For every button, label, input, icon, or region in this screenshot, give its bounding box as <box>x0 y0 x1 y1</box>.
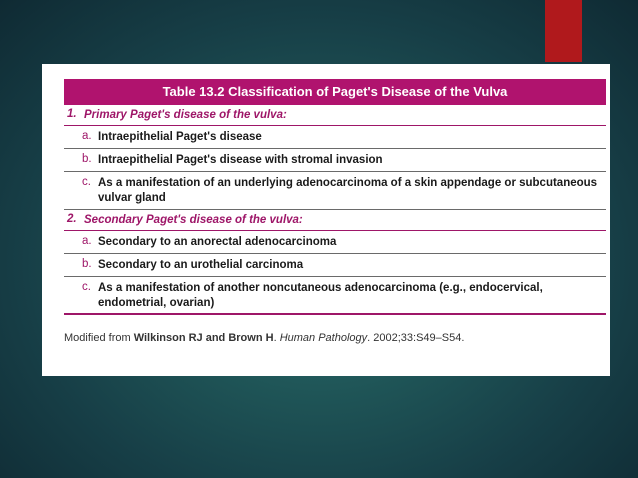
item-text: Secondary to an anorectal adenocarcinoma <box>98 236 337 248</box>
table-row <box>64 149 606 172</box>
item-letter: a. <box>82 130 92 142</box>
table-title: Table 13.2 Classification of Paget's Disease of the Vulva <box>64 79 606 105</box>
citation-prefix: Modified from <box>64 332 134 344</box>
citation-separator: . <box>273 332 280 344</box>
table-row <box>64 231 606 254</box>
slide-content-card <box>42 64 610 376</box>
item-text: Intraepithelial Paget's disease <box>98 131 262 143</box>
section-heading-primary <box>64 105 606 126</box>
section-heading-text: Primary Paget's disease of the vulva: <box>84 109 287 121</box>
item-letter: b. <box>82 258 92 270</box>
table-row <box>64 126 606 149</box>
item-text: Secondary to an urothelial carcinoma <box>98 259 304 271</box>
section-heading-text: Secondary Paget's disease of the vulva: <box>84 214 303 226</box>
citation-journal: Human Pathology <box>279 332 368 344</box>
section-number: 1. <box>67 108 77 120</box>
section-heading-secondary <box>64 210 606 231</box>
item-text: Intraepithelial Paget's disease with stromal invasion <box>98 154 383 166</box>
classification-table <box>64 105 606 315</box>
section-number: 2. <box>67 213 77 225</box>
item-text: As a manifestation of another noncutaneous adenocarcinoma (e.g., endocervical, endometrial, ovarian) <box>98 282 543 309</box>
table-row <box>64 277 606 315</box>
item-letter: a. <box>82 235 92 247</box>
table-citation <box>64 332 464 344</box>
item-letter: b. <box>82 153 92 165</box>
accent-bar <box>545 0 582 62</box>
item-text: As a manifestation of an underlying adenocarcinoma of a skin appendage or subcutaneous vulvar gland <box>98 177 598 204</box>
citation-authors: Wilkinson RJ and Brown H <box>133 332 274 344</box>
item-letter: c. <box>82 281 91 293</box>
item-letter: c. <box>82 176 91 188</box>
table-row <box>64 254 606 277</box>
table-row <box>64 172 606 210</box>
citation-suffix: . 2002;33:S49–S54. <box>367 332 465 344</box>
